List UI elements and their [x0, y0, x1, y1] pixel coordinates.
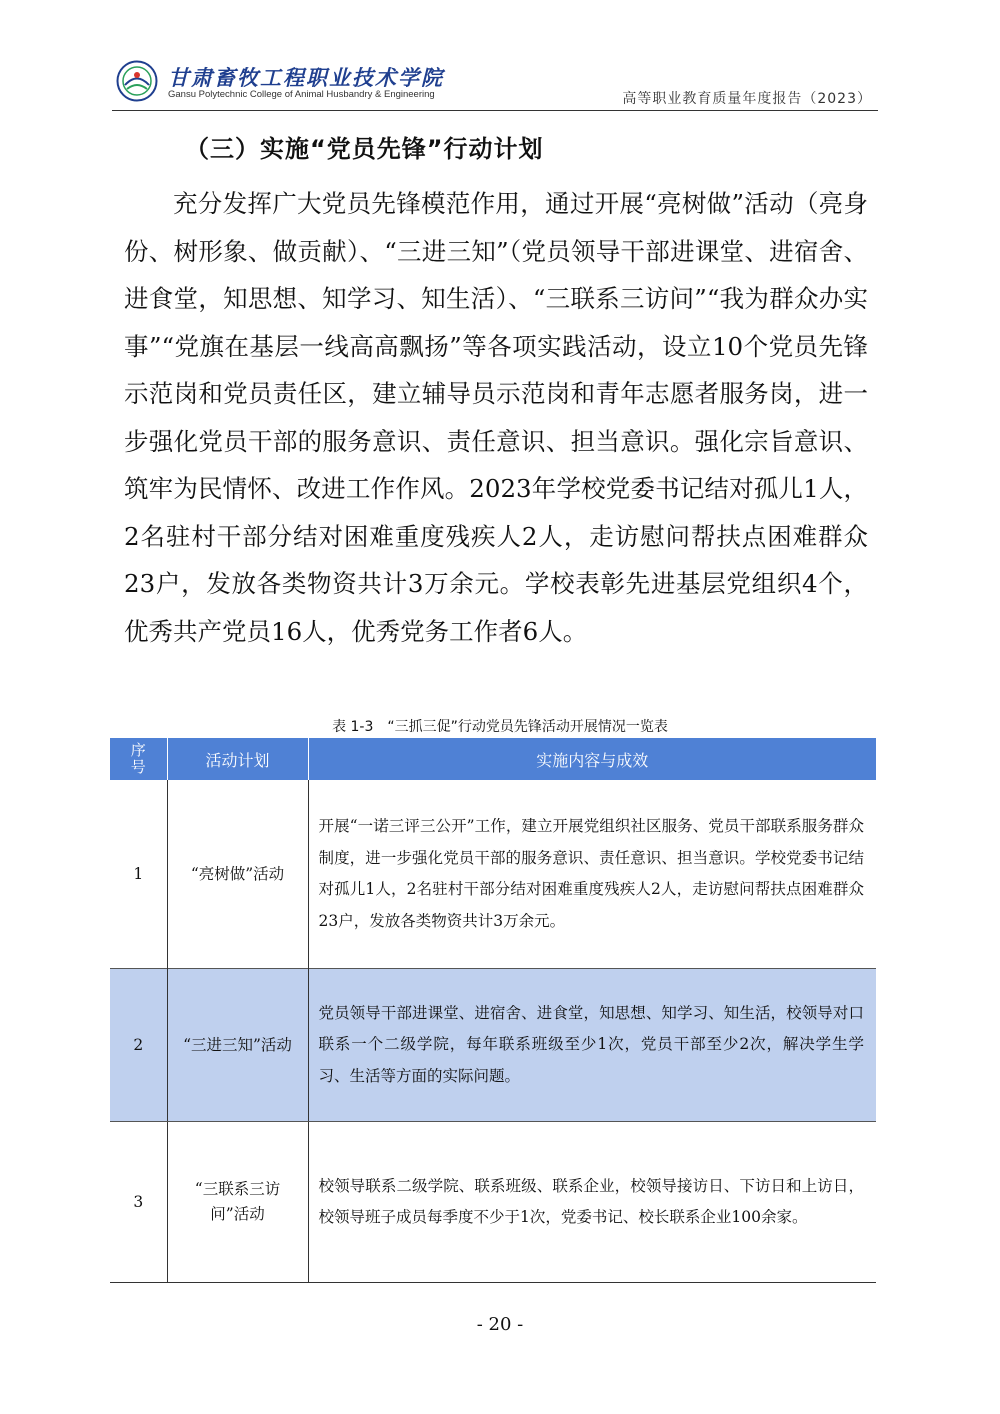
header-content: 实施内容与成效 [308, 738, 876, 780]
header-no-line1: 序 [130, 741, 146, 759]
header-plan: 活动计划 [167, 738, 308, 780]
header-no [110, 738, 167, 780]
college-emblem-icon [116, 60, 158, 102]
activity-plan: “三联系三访问”活动 [167, 1122, 308, 1283]
row-number: 3 [110, 1122, 167, 1283]
table-row [110, 1122, 876, 1283]
table-row [110, 969, 876, 1122]
activity-plan: “亮树做”活动 [167, 780, 308, 969]
row-number: 1 [133, 865, 144, 883]
activity-plan: “三进三知”活动 [167, 969, 308, 1122]
row-number: 2 [110, 969, 167, 1122]
page-number: - 20 - [476, 1314, 524, 1335]
activity-content: 开展“一诺三评三公开”工作，建立开展党组织社区服务、党员干部联系服务群众制度，进一步强化党员干部的服务意识、责任意识、担当意识。学校党委书记结对孤儿1人，2名驻村干部分结对困难重度残疾人2人，走访慰问帮扶点困难群众23户，发放各类物资共计3万余元。 [308, 780, 876, 969]
college-name-en: Gansu Polytechnic College of Animal Husbandry & Engineering [168, 89, 435, 100]
body-paragraph: 充分发挥广大党员先锋模范作用，通过开展“亮树做”活动（亮身份、树形象、做贡献）、“三进三知”（党员领导干部进课堂、进宿舍、进食堂，知思想、知学习、知生活）、“三联系三访问”“我为群众办实事”“党旗在基层一线高高飘扬”等各项实践活动，设立10个党员先锋示范岗和党员责任区，建立辅导员示范岗和青年志愿者服务岗，进一步强化党员干部的服务意识、责任意识、担当意识。强化宗旨意识、筑牢为民情怀、改进工作作风。2023年学校党委书记结对孤儿1人，2名驻村干部分结对困难重度残疾人2人，走访慰问帮扶点困难群众23户，发放各类物资共计3万余元。学校表彰先进基层党组织4个，优秀共产党员16人，优秀党务工作者6人。 [124, 189, 868, 646]
section-heading: （三）实施“党员先锋”行动计划 [185, 135, 544, 163]
report-title: 高等职业教育质量年度报告（2023） [622, 91, 872, 107]
college-name-cn: 甘肃畜牧工程职业技术学院 [168, 65, 444, 90]
table-caption: 表 1-3 “三抓三促”行动党员先锋活动开展情况一览表 [332, 719, 668, 735]
header-no-line2: 号 [130, 758, 146, 776]
activities-table [110, 738, 876, 1283]
activity-content: 校领导联系二级学院、联系班级、联系企业，校领导接访日、下访日和上访日，校领导班子成员每季度不少于1次，党委书记、校长联系企业100余家。 [308, 1122, 876, 1283]
activity-content: 党员领导干部进课堂、进宿舍、进食堂，知思想、知学习、知生活，校领导对口联系一个二级学院，每年联系班级至少1次，党员干部至少2次，解决学生学习、生活等方面的实际问题。 [308, 969, 876, 1122]
page-header [112, 58, 878, 111]
table-header-row [110, 738, 876, 780]
table-row [110, 780, 876, 969]
